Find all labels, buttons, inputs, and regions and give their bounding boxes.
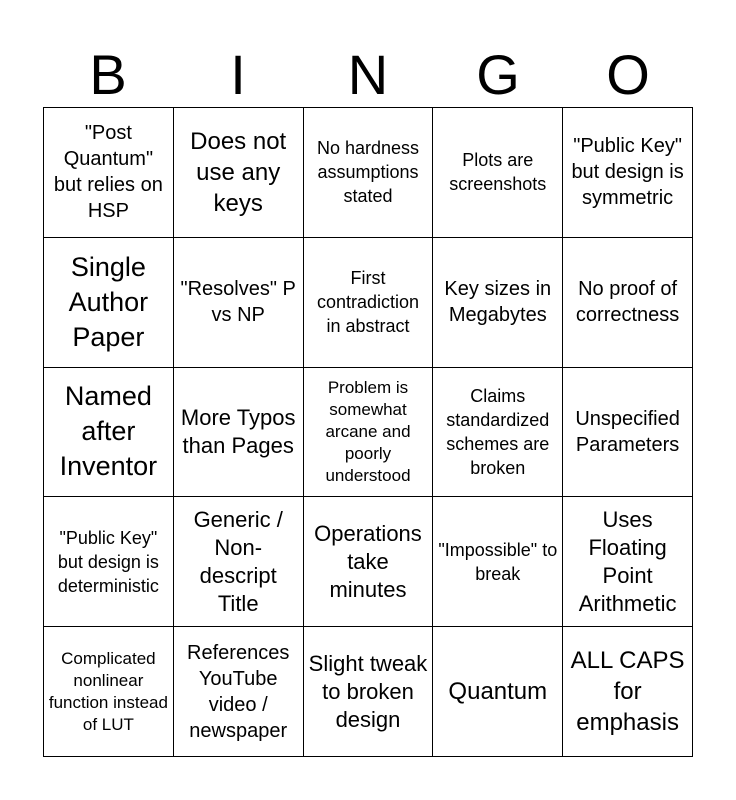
bingo-cell[interactable] xyxy=(174,108,304,238)
cell-text: Key sizes in Megabytes xyxy=(444,278,552,327)
cell-text: No proof of correctness xyxy=(575,278,680,327)
cell-text: "Public Key" but design is symmetric xyxy=(571,135,684,210)
bingo-cell[interactable] xyxy=(44,368,174,498)
bingo-cell[interactable] xyxy=(44,497,174,627)
header-letter-g: G xyxy=(476,43,520,106)
bingo-cell[interactable] xyxy=(433,238,563,368)
bingo-board xyxy=(43,107,693,757)
bingo-cell[interactable] xyxy=(174,497,304,627)
cell-text: Single Author Paper xyxy=(68,251,149,352)
header-letter-b: B xyxy=(89,43,127,106)
cell-text: Named after Inventor xyxy=(59,381,158,482)
bingo-cell[interactable] xyxy=(304,238,434,368)
cell-text: "Public Key" but design is deterministic xyxy=(57,527,159,596)
cell-text: First contradiction in abstract xyxy=(316,268,420,337)
cell-text: ALL CAPS for emphasis xyxy=(570,647,685,737)
cell-text: "Post Quantum" but relies on HSP xyxy=(53,122,163,223)
cell-text: Problem is somewhat arcane and poorly understood xyxy=(325,377,411,485)
bingo-cell[interactable] xyxy=(563,368,693,498)
cell-text: Does not use any keys xyxy=(190,127,287,217)
cell-text: Unspecified Parameters xyxy=(575,407,680,456)
bingo-cell[interactable] xyxy=(304,108,434,238)
cell-text: References YouTube video / newspaper xyxy=(187,641,290,742)
cell-text: No hardness assumptions stated xyxy=(316,138,420,207)
bingo-cell[interactable] xyxy=(44,238,174,368)
bingo-cell[interactable] xyxy=(563,108,693,238)
bingo-cell[interactable] xyxy=(433,497,563,627)
cell-text: Plots are screenshots xyxy=(449,150,547,195)
bingo-cell[interactable] xyxy=(563,627,693,757)
cell-text: Operations take minutes xyxy=(314,520,422,602)
header-letter-o: O xyxy=(606,43,650,106)
bingo-cell[interactable] xyxy=(433,368,563,498)
bingo-header xyxy=(43,44,693,106)
bingo-cell[interactable] xyxy=(304,368,434,498)
bingo-cell[interactable] xyxy=(433,627,563,757)
cell-text: Generic / Non-descript Title xyxy=(193,506,283,616)
bingo-cell[interactable] xyxy=(304,627,434,757)
bingo-cell[interactable] xyxy=(563,238,693,368)
cell-text: "Impossible" to break xyxy=(438,539,558,584)
cell-text: Claims standardized schemes are broken xyxy=(446,385,550,478)
cell-text: Slight tweak to broken design xyxy=(308,650,428,732)
bingo-cell[interactable] xyxy=(563,497,693,627)
cell-text: Complicated nonlinear function instead of LUT xyxy=(48,648,168,734)
bingo-cell[interactable] xyxy=(44,108,174,238)
bingo-cell[interactable] xyxy=(304,497,434,627)
cell-text: More Typos than Pages xyxy=(180,404,296,458)
bingo-cell[interactable] xyxy=(174,627,304,757)
cell-text: "Resolves" P vs NP xyxy=(180,278,296,327)
bingo-cell[interactable] xyxy=(174,368,304,498)
bingo-cell[interactable] xyxy=(44,627,174,757)
bingo-cell[interactable] xyxy=(174,238,304,368)
bingo-cell[interactable] xyxy=(433,108,563,238)
header-letter-n: N xyxy=(347,43,389,106)
cell-text: Uses Floating Point Arithmetic xyxy=(578,506,677,616)
cell-text: Quantum xyxy=(448,678,548,706)
header-letter-i: I xyxy=(230,43,246,106)
